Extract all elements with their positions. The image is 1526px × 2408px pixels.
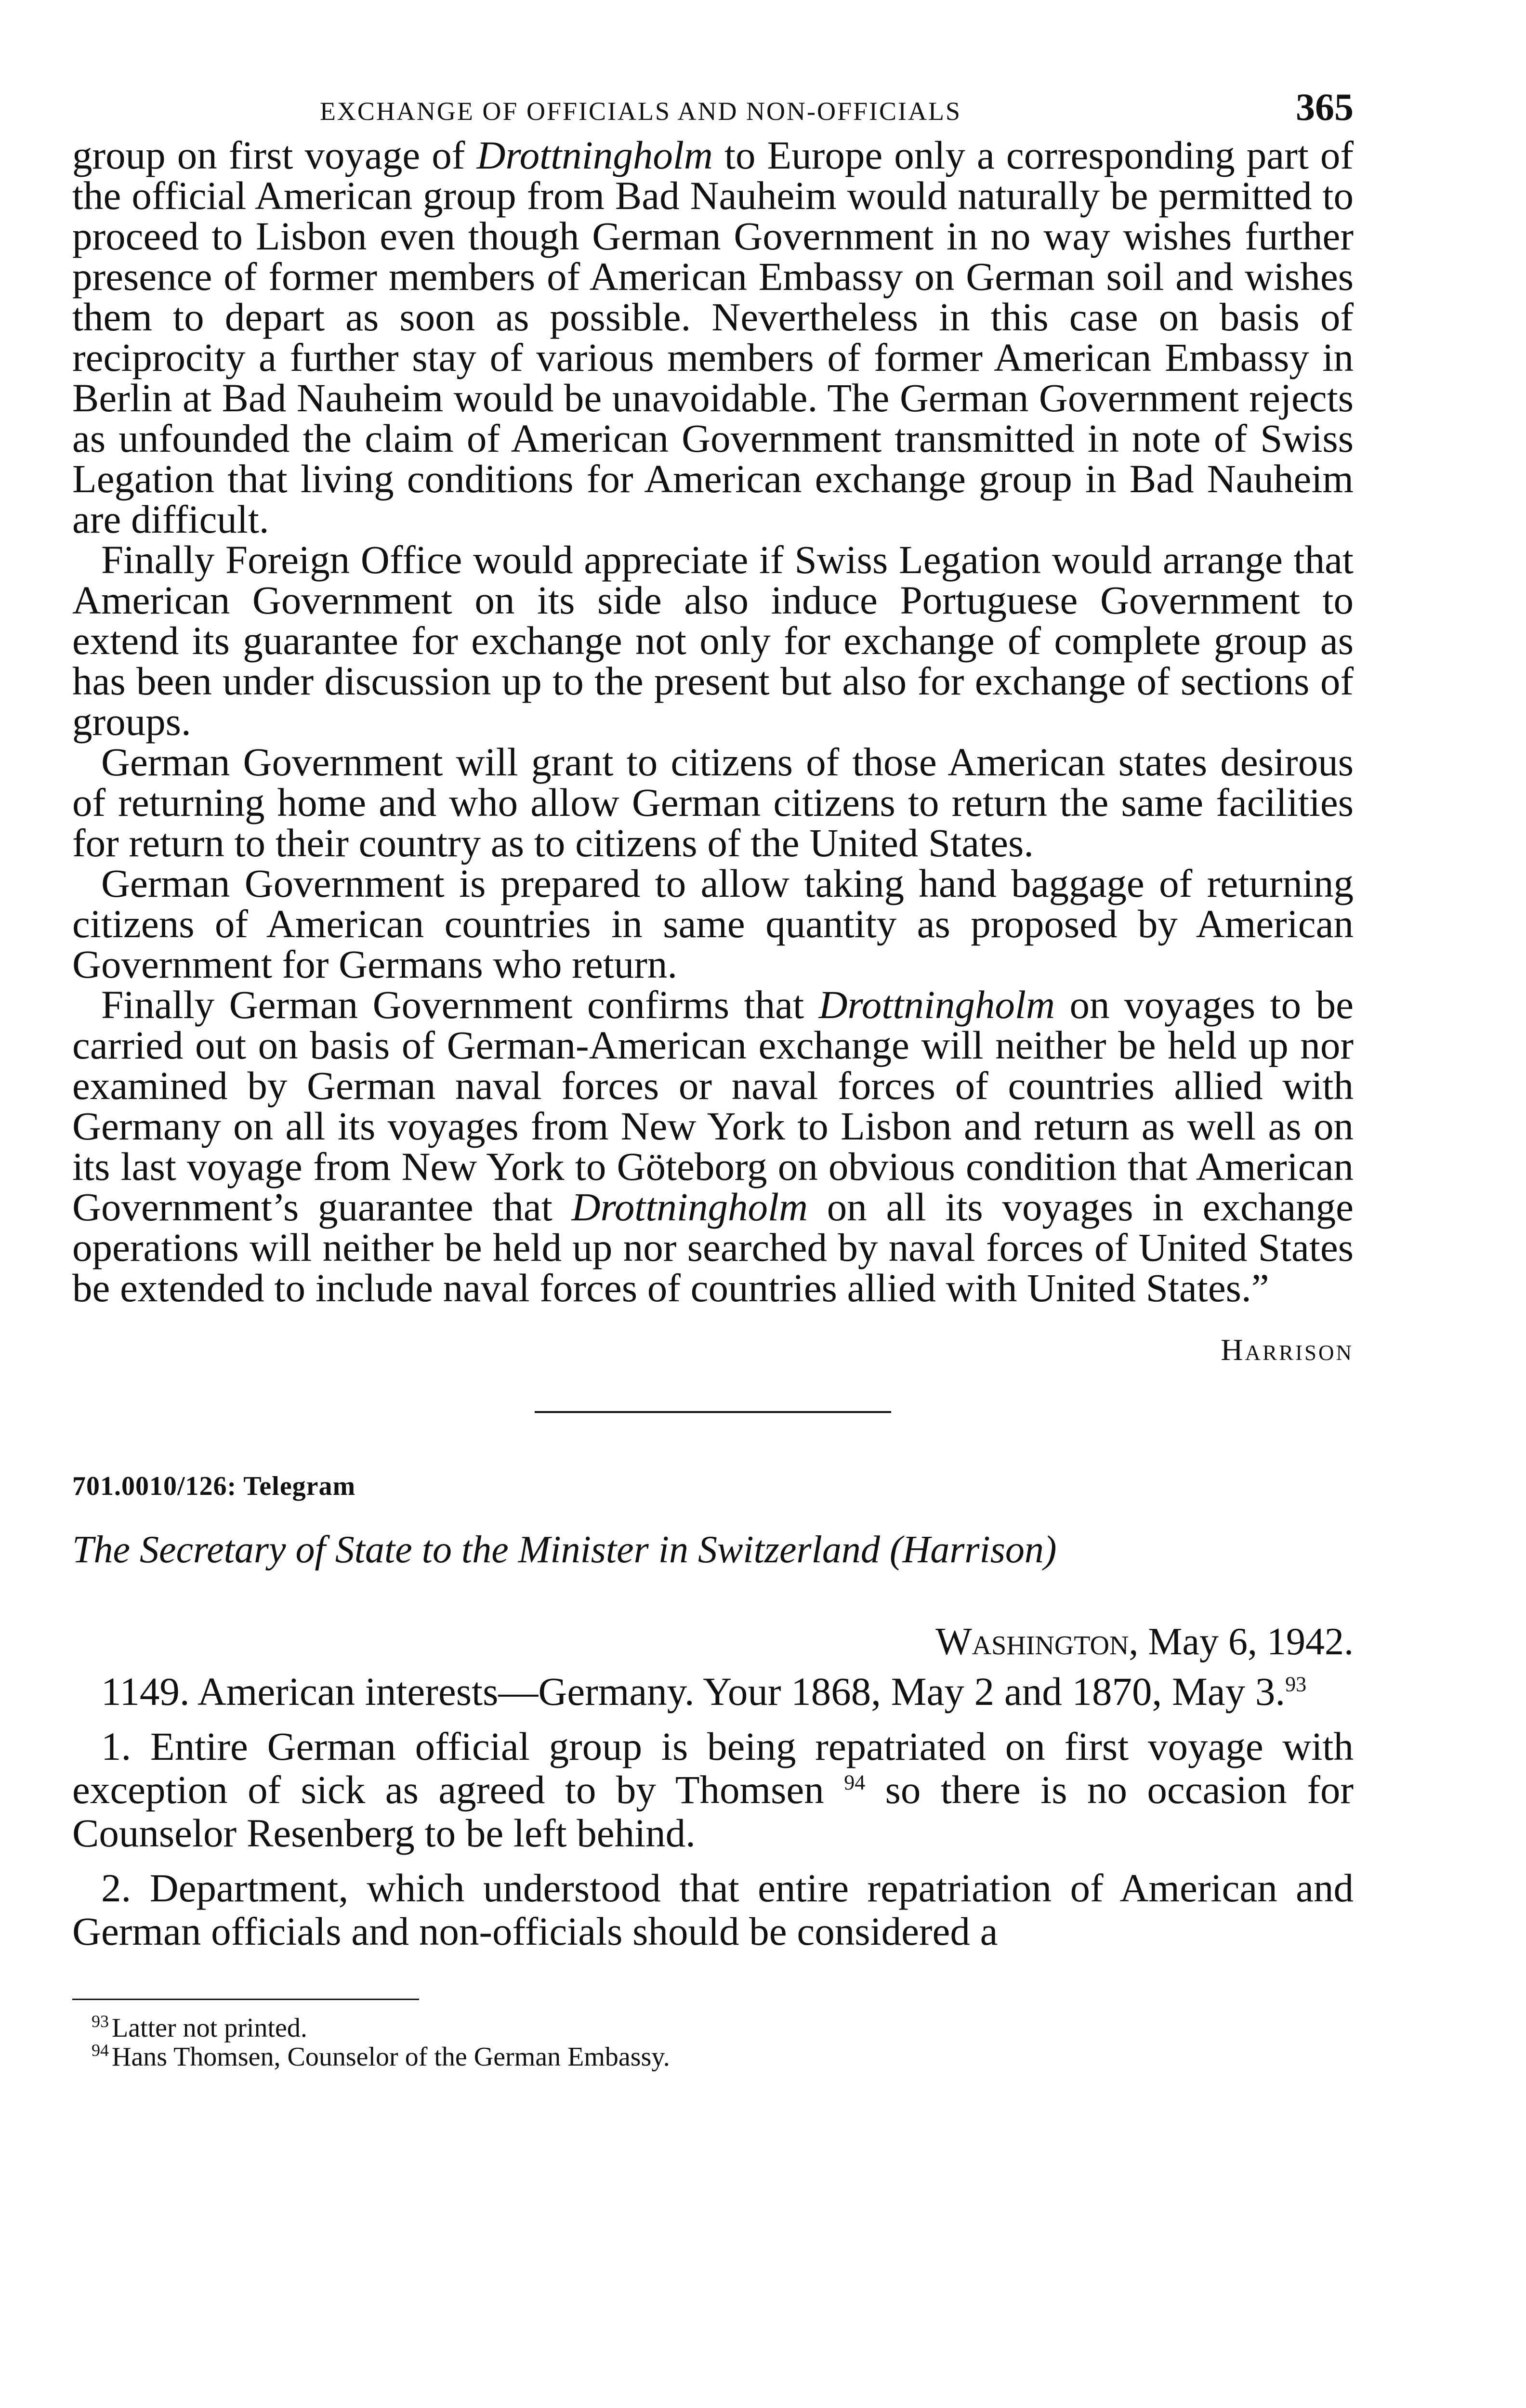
dateline (72, 1620, 1354, 1664)
signature: Harrison (1221, 1333, 1354, 1367)
document-heading: The Secretary of State to the Minister in Switzerland (Harrison) (72, 1529, 1057, 1571)
footnote-text: Latter not printed. (112, 2013, 307, 2043)
section-divider (535, 1411, 891, 1413)
recipient-name: Harrison (902, 1529, 1044, 1571)
ship-name: Drottningholm (476, 133, 713, 177)
footnote (92, 2014, 1354, 2042)
paragraph-2: Finally Foreign Office would appreciate if Swiss Legation would arrange that American Government on its side also induce Portuguese Government to extend its guarantee for exchange not only for exchange of complete group as has been under discussion up to the present but also for exchange of sections of groups. (72, 537, 1354, 744)
file-reference: 701.0010/126: Telegram (72, 1471, 356, 1501)
telegram-intro: 1149. American interests—Germany. Your 1868, May 2 and 1870, May 3.93 (101, 1669, 1307, 1714)
running-title: EXCHANGE OF OFFICIALS AND NON-OFFICIALS (319, 97, 962, 126)
numbered-item-1: 1. Entire German official group is being repatriated on first voyage with exception of sick as agreed to by Thomsen $^{94}$ so there is no occasion for Counselor Resenberg to be left behind. (72, 1724, 1354, 1855)
page-number: 365 (1296, 86, 1354, 129)
paragraph-3: German Government will grant to citizens of those American states desirous of returning home and who allow German citizens to return the same facilities for return to their country as to citizens of the United States. (72, 740, 1354, 865)
dateline-place: Washington (935, 1621, 1129, 1663)
footnote-mark: 94 (92, 2041, 109, 2060)
running-head (72, 77, 1354, 135)
paragraph-1: group on first voyage of Drottningholm to Europe only a corresponding part of the official American group from Bad Nauheim would naturally be permitted to proceed to Lisbon even though German Government in no way wishes further presence of former members of American Embassy on German soil and wishes them to depart as soon as possible. Nevertheless in this case on basis of reciprocity a further stay of various members of former American Embassy in Berlin at Bad Nauheim would be unavoidable. The German Government rejects as unfounded the claim of American Government transmitted in note of Swiss Legation that living conditions for American exchange group in Bad Nauheim are difficult. (72, 133, 1354, 541)
ship-name: Drottningholm (818, 982, 1055, 1027)
paragraph-4: German Government is prepared to allow taking hand baggage of returning citizens of American countries in same quantity as proposed by American Government for Germans who return. (72, 861, 1354, 986)
ship-name: Drottningholm (571, 1185, 808, 1229)
footnote (92, 2042, 1354, 2071)
footnote-text: Hans Thomsen, Counselor of the German Embassy. (112, 2042, 670, 2072)
footnote-mark: 93 (92, 2012, 109, 2031)
paragraph-5: Finally German Government confirms that Drottningholm on voyages to be carried out on basis of German-American exchange will neither be held up nor examined by German naval forces or naval forces of countries allied with Germany on all its voyages from New York to Lisbon and return as well as on its last voyage from New York to Göteborg on obvious condition that American Government’s guarantee that Drottningholm on all its voyages in exchange operations will neither be held up nor searched by naval forces of United States be extended to include naval forces of countries allied with United States.” (72, 982, 1354, 1310)
footnotes (72, 2014, 1354, 2071)
dateline-date: , May 6, 1942. (1129, 1621, 1354, 1663)
footnote-ref: 94 (844, 1770, 866, 1794)
footnote-rule (72, 1999, 419, 2000)
telegram-continuation (72, 135, 1354, 1308)
numbered-item-2: 2. Department, which understood that entire repatriation of American and German officials and non-officials should be considered a (72, 1866, 1354, 1953)
footnote-ref: 93 (1285, 1672, 1307, 1696)
document-page (72, 77, 1354, 2408)
telegram-body (72, 1670, 1354, 1953)
